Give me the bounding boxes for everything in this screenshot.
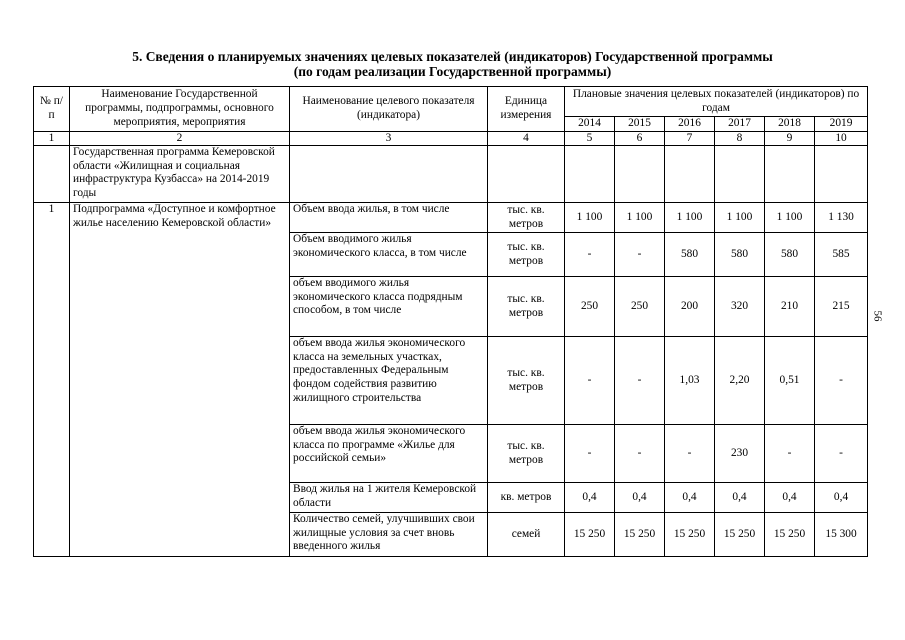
value-cell: 580	[665, 233, 715, 277]
header-year: 2015	[615, 117, 665, 132]
header-name: Наименование Государственной программы, подпрограммы, основного мероприятия, мероприятия	[70, 87, 290, 132]
indicators-table	[33, 86, 868, 557]
value-cell: 15 250	[765, 513, 815, 557]
column-number: 1	[34, 131, 70, 146]
program-row	[34, 146, 868, 203]
indicator-name: объем ввода жилья экономического класса по программе «Жилье для российской семьи»	[290, 425, 488, 483]
header-unit: Единица измерения	[488, 87, 565, 132]
unit-cell: тыс. кв. метров	[488, 277, 565, 337]
value-cell: 1 100	[615, 203, 665, 233]
value-cell: -	[565, 337, 615, 425]
column-number: 2	[70, 131, 290, 146]
value-cell: -	[665, 425, 715, 483]
unit-cell: тыс. кв. метров	[488, 233, 565, 277]
column-number: 9	[765, 131, 815, 146]
value-cell: 1 100	[565, 203, 615, 233]
unit-cell: семей	[488, 513, 565, 557]
header-year: 2016	[665, 117, 715, 132]
header-num: № п/п	[34, 87, 70, 132]
header-year: 2017	[715, 117, 765, 132]
value-cell: -	[615, 337, 665, 425]
header-planned: Плановые значения целевых показателей (индикаторов) по годам	[565, 87, 868, 117]
value-cell: 0,4	[565, 483, 615, 513]
value-cell: 230	[715, 425, 765, 483]
column-number: 5	[565, 131, 615, 146]
value-cell: 0,4	[615, 483, 665, 513]
header-indicator: Наименование целевого показателя (индикатора)	[290, 87, 488, 132]
column-number: 6	[615, 131, 665, 146]
value-cell: 1 100	[715, 203, 765, 233]
value-cell: 1 100	[665, 203, 715, 233]
indicator-name: Ввод жилья на 1 жителя Кемеровской области	[290, 483, 488, 513]
value-cell: -	[565, 233, 615, 277]
header-year: 2014	[565, 117, 615, 132]
unit-cell: тыс. кв. метров	[488, 425, 565, 483]
table-row	[34, 203, 868, 233]
value-cell: 1 100	[765, 203, 815, 233]
indicator-name: объем ввода жилья экономического класса на земельных участках, предоставленных Федеральным фондом содействия развитию жилищного строительства	[290, 337, 488, 425]
value-cell: -	[815, 337, 868, 425]
subprogram-name: Подпрограмма «Доступное и комфортное жилье населению Кемеровской области»	[70, 203, 290, 557]
value-cell: -	[815, 425, 868, 483]
value-cell: 320	[715, 277, 765, 337]
indicator-name: объем вводимого жилья экономического класса подрядным способом, в том числе	[290, 277, 488, 337]
value-cell: 15 250	[565, 513, 615, 557]
value-cell: -	[765, 425, 815, 483]
indicator-name: Объем вводимого жилья экономического класса, в том числе	[290, 233, 488, 277]
value-cell: -	[615, 233, 665, 277]
column-number: 4	[488, 131, 565, 146]
unit-cell: тыс. кв. метров	[488, 337, 565, 425]
program-name: Государственная программа Кемеровской области «Жилищная и социальная инфраструктура Кузбасса» на 2014-2019 годы	[70, 146, 290, 203]
value-cell: 15 250	[665, 513, 715, 557]
value-cell: 0,4	[765, 483, 815, 513]
value-cell: 15 250	[615, 513, 665, 557]
column-number: 3	[290, 131, 488, 146]
value-cell: 15 250	[715, 513, 765, 557]
page-number: 56	[871, 310, 884, 322]
title-line-2: (по годам реализации Государственной программы)	[293, 64, 612, 79]
value-cell: 215	[815, 277, 868, 337]
value-cell: 250	[565, 277, 615, 337]
value-cell: 1 130	[815, 203, 868, 233]
header-year: 2018	[765, 117, 815, 132]
indicator-name: Объем ввода жилья, в том числе	[290, 203, 488, 233]
indicator-name: Количество семей, улучшивших свои жилищные условия за счет вновь введенного жилья	[290, 513, 488, 557]
value-cell: 0,4	[815, 483, 868, 513]
value-cell: 2,20	[715, 337, 765, 425]
value-cell: 210	[765, 277, 815, 337]
column-number: 7	[665, 131, 715, 146]
value-cell: 580	[715, 233, 765, 277]
document-title	[0, 49, 905, 79]
value-cell: 0,4	[665, 483, 715, 513]
value-cell: -	[615, 425, 665, 483]
value-cell: 0,51	[765, 337, 815, 425]
value-cell: 15 300	[815, 513, 868, 557]
value-cell: 0,4	[715, 483, 765, 513]
value-cell: 200	[665, 277, 715, 337]
column-number: 10	[815, 131, 868, 146]
unit-cell: тыс. кв. метров	[488, 203, 565, 233]
header-year: 2019	[815, 117, 868, 132]
value-cell: 580	[765, 233, 815, 277]
value-cell: 250	[615, 277, 665, 337]
subprogram-num: 1	[34, 203, 70, 557]
value-cell: 1,03	[665, 337, 715, 425]
value-cell: -	[565, 425, 615, 483]
title-line-1: 5. Сведения о планируемых значениях целевых показателей (индикаторов) Государственной программы	[132, 49, 773, 64]
unit-cell: кв. метров	[488, 483, 565, 513]
column-number: 8	[715, 131, 765, 146]
value-cell: 585	[815, 233, 868, 277]
